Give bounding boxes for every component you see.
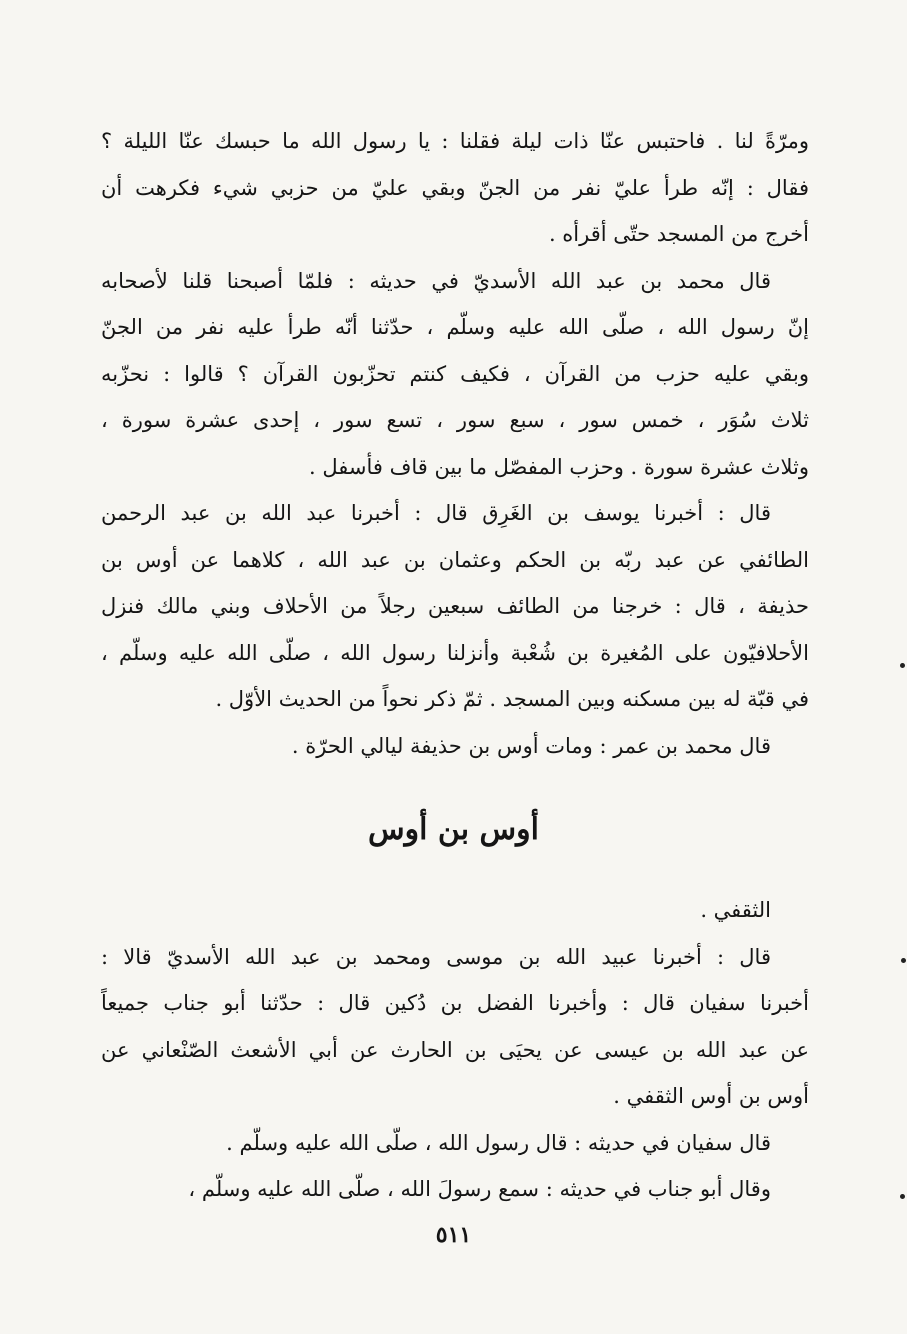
- text-line: في قبّة له بين مسكنه وبين المسجد . ثمّ ذكر نحواً من الحديث الأوّل .: [215, 687, 809, 711]
- text-line: الأحلافيّون على المُغيرة بن شُعْبة وأنزلنا رسول الله ، صلّى الله عليه وسلّم ،: [101, 640, 809, 665]
- text-line: وبقي عليه حزب من القرآن ، فكيف كنتم تحزّبون القرآن ؟ قالوا : نحزّبه: [101, 361, 809, 386]
- bottom-text-block: [101, 887, 809, 1213]
- text-line: أخبرنا سفيان قال : وأخبرنا الفضل بن دُكين قال : حدّثنا أبو جناب جميعاً: [101, 991, 809, 1015]
- page-number: ٥١١: [435, 1222, 472, 1248]
- text-line: قال محمد بن عبد الله الأسديّ في حديثه : فلمّا أصبحنا قلنا لأصحابه: [101, 268, 771, 293]
- text-line: قال : أخبرنا عبيد الله بن موسى ومحمد بن عبد الله الأسديّ قالا :: [101, 944, 771, 969]
- text-line: قال سفيان في حديثه : قال رسول الله ، صلّى الله عليه وسلّم .: [226, 1130, 771, 1155]
- text-line: وثلاث عشرة سورة . وحزب المفصّل ما بين قاف فأسفل .: [308, 454, 809, 479]
- section-title: أوس بن أوس: [368, 812, 539, 847]
- text-line: الثقفي .: [700, 898, 771, 922]
- text-line: وقال أبو جناب في حديثه : سمع رسولَ الله ، صلّى الله عليه وسلّم ،: [188, 1177, 771, 1201]
- top-text-block: [101, 118, 809, 769]
- text-line: قال : أخبرنا يوسف بن الغَرِق قال : أخبرنا عبد الله بن عبد الرحمن: [101, 501, 771, 525]
- text-line: الطائفي عن عبد ربّه بن الحكم وعثمان بن عبد الله ، كلاهما عن أوس بن: [101, 547, 809, 572]
- text-line: أوس بن أوس الثقفي .: [613, 1084, 809, 1108]
- margin-mark: [900, 1194, 905, 1199]
- text-line: ومرّةً لنا . فاحتبس عنّا ذات ليلة فقلنا : يا رسول الله ما حبسك عنّا الليلة ؟: [101, 129, 809, 153]
- text-line: أخرج من المسجد حتّى أقرأه .: [548, 222, 809, 246]
- text-line: فقال : إنّه طرأ عليّ نفر من الجنّ وبقي عليّ من حزبي شيء فكرهت أن: [101, 175, 809, 200]
- text-line: ثلاث سُوَر ، خمس سور ، سبع سور ، تسع سور ، إحدى عشرة سورة ،: [101, 408, 809, 432]
- margin-mark: [900, 663, 905, 668]
- text-line: قال محمد بن عمر : ومات أوس بن حذيفة ليالي الحرّة .: [291, 733, 771, 758]
- margin-mark: [901, 958, 906, 963]
- text-line: إنّ رسول الله ، صلّى الله عليه وسلّم ، حدّثنا أنّه طرأ عليه نفر من الجنّ: [101, 315, 809, 339]
- text-line: حذيفة ، قال : خرجنا من الطائف سبعين رجلاً من الأحلاف وبني مالك فنزل: [101, 594, 809, 618]
- text-line: عن عبد الله بن عيسى عن يحيَى بن الحارث عن أبي الأشعث الصّنْعاني عن: [101, 1037, 809, 1062]
